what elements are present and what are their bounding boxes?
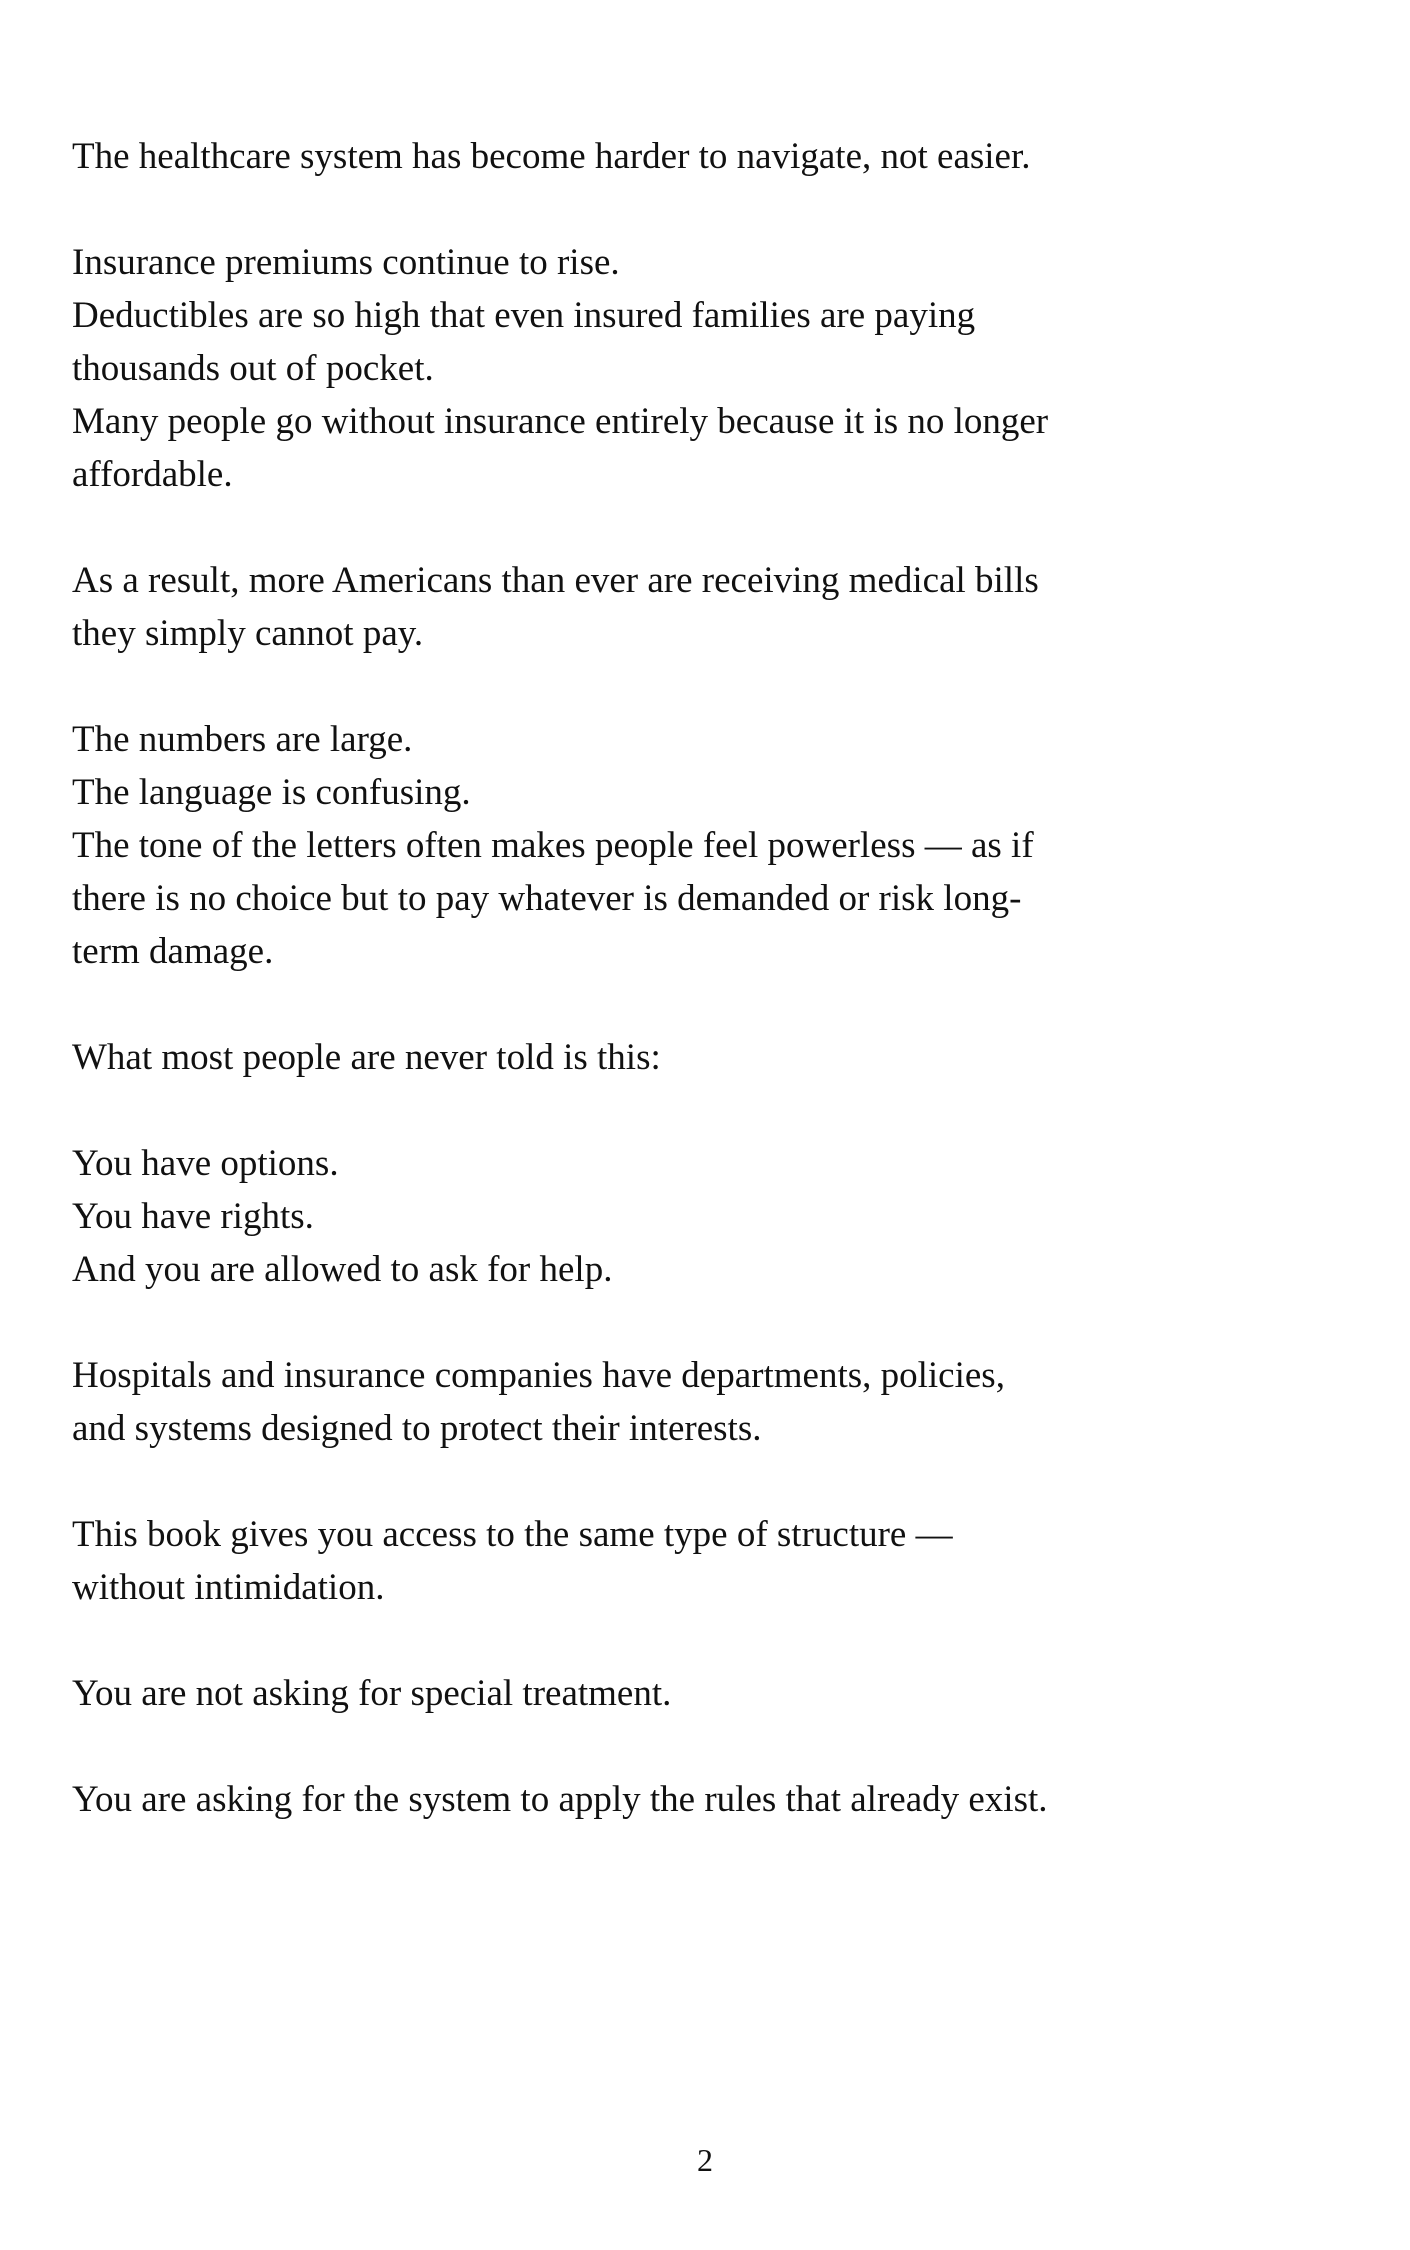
text-line: Many people go without insurance entirely because it is no longer	[72, 401, 1049, 442]
paragraph	[72, 236, 1312, 501]
text-line: The numbers are large.	[72, 719, 413, 760]
page-body	[72, 130, 1312, 1879]
text-line: As a result, more Americans than ever are receiving medical bills	[72, 560, 1039, 601]
paragraph	[72, 130, 1312, 183]
text-line: term damage.	[72, 931, 274, 972]
text-line: This book gives you access to the same type of structure —	[72, 1514, 953, 1555]
text-line: Deductibles are so high that even insured families are paying	[72, 295, 976, 336]
paragraph	[72, 1508, 1312, 1614]
text-line: You have options.	[72, 1143, 339, 1184]
text-line: Hospitals and insurance companies have departments, policies,	[72, 1355, 1005, 1396]
text-line: You are asking for the system to apply the rules that already exist.	[72, 1779, 1048, 1820]
paragraph	[72, 1667, 1312, 1720]
text-line: And you are allowed to ask for help.	[72, 1249, 613, 1290]
text-line: The tone of the letters often makes people feel powerless — as if	[72, 825, 1034, 866]
text-line: there is no choice but to pay whatever is demanded or risk long-	[72, 878, 1022, 919]
text-line: What most people are never told is this:	[72, 1037, 661, 1078]
text-line: The language is confusing.	[72, 772, 471, 813]
text-line: thousands out of pocket.	[72, 348, 434, 389]
page-number: 2	[697, 2142, 713, 2178]
paragraph	[72, 554, 1312, 660]
text-line: You are not asking for special treatment.	[72, 1673, 672, 1714]
text-line: they simply cannot pay.	[72, 613, 424, 654]
paragraph	[72, 1349, 1312, 1455]
text-line: affordable.	[72, 454, 233, 495]
paragraph	[72, 713, 1312, 978]
text-line: and systems designed to protect their interests.	[72, 1408, 762, 1449]
text-line: The healthcare system has become harder to navigate, not easier.	[72, 136, 1031, 177]
paragraph	[72, 1773, 1312, 1826]
text-line: You have rights.	[72, 1196, 314, 1237]
text-line: Insurance premiums continue to rise.	[72, 242, 620, 283]
text-line: without intimidation.	[72, 1567, 385, 1608]
paragraph	[72, 1137, 1312, 1296]
paragraph	[72, 1031, 1312, 1084]
